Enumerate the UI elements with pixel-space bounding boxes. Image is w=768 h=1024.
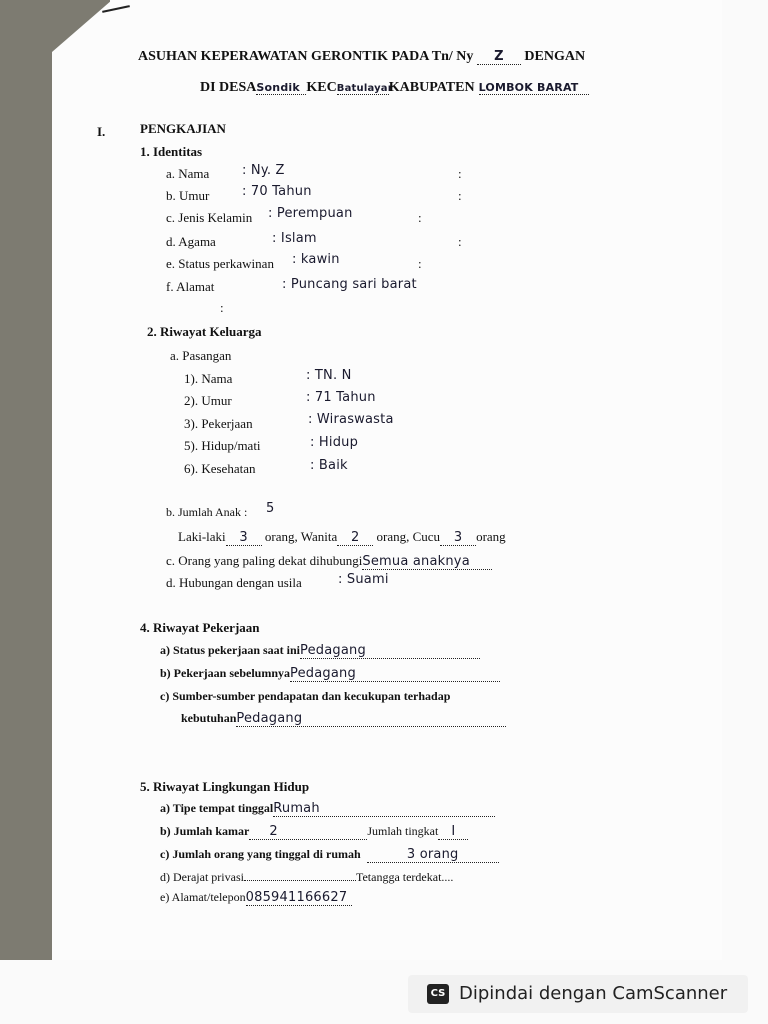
camscanner-logo-icon: CS bbox=[427, 984, 449, 1004]
identitas-value: : Islam bbox=[272, 231, 317, 246]
identitas-value: : Perempuan bbox=[268, 206, 353, 221]
colon: : bbox=[220, 300, 224, 315]
identitas-value: : Ny. Z bbox=[242, 163, 285, 178]
lingkungan-row: e) Alamat/telepon085941166627 bbox=[160, 890, 352, 906]
identitas-value: : Puncang sari barat bbox=[282, 277, 417, 292]
identitas-value: : kawin bbox=[292, 252, 340, 267]
section-title: PENGKAJIAN bbox=[140, 121, 226, 136]
jumlah-anak-value: 5 bbox=[266, 501, 275, 516]
pekerjaan-row: b) Pekerjaan sebelumnyaPedagang bbox=[160, 666, 500, 682]
colon: : bbox=[418, 256, 422, 271]
colon: : bbox=[458, 188, 462, 203]
identitas-value: : 70 Tahun bbox=[242, 184, 312, 199]
pasangan-field-value: : 71 Tahun bbox=[306, 390, 376, 405]
pekerjaan-heading: 4. Riwayat Pekerjaan bbox=[140, 620, 260, 635]
pekerjaan-row: c) Sumber-sumber pendapatan dan kecukupan terhadap bbox=[160, 689, 451, 703]
pasangan-field-label: 6). Kesehatan bbox=[184, 461, 256, 476]
pasangan-label: a. Pasangan bbox=[170, 348, 232, 363]
camscanner-text: Dipindai dengan CamScanner bbox=[459, 983, 728, 1004]
lingkungan-row: c) Jumlah orang yang tinggal di rumah 3 orang bbox=[160, 847, 499, 863]
identitas-heading: 1. Identitas bbox=[140, 144, 203, 159]
pasangan-field-label: 1). Nama bbox=[184, 371, 233, 386]
identitas-label: f. Alamat bbox=[166, 279, 215, 294]
colon: : bbox=[458, 234, 462, 249]
identitas-label: b. Umur bbox=[166, 188, 210, 203]
colon: : bbox=[458, 166, 462, 181]
colon: : bbox=[418, 210, 422, 225]
pasangan-field-value: : Hidup bbox=[310, 435, 359, 450]
anak-breakdown: Laki-laki 3 orang, Wanita 2 orang, Cucu 3 orang bbox=[178, 529, 506, 545]
lingkungan-row: b) Jumlah kamar 2 Jumlah tingkat I bbox=[160, 824, 468, 840]
identitas-label: e. Status perkawinan bbox=[166, 256, 274, 271]
title-line-2: DI DESASondik KECBatulayarKABUPATEN LOMBOK BARAT bbox=[200, 80, 589, 96]
lingkungan-heading: 5. Riwayat Lingkungan Hidup bbox=[140, 779, 310, 794]
keluarga-heading: 2. Riwayat Keluarga bbox=[147, 324, 262, 339]
section-number: I. bbox=[97, 124, 106, 139]
pekerjaan-row: a) Status pekerjaan saat iniPedagang bbox=[160, 643, 480, 659]
title-line-1: ASUHAN KEPERAWATAN GERONTIK PADA Tn/ Ny Z DENGAN bbox=[138, 49, 586, 64]
pasangan-field-label: 3). Pekerjaan bbox=[184, 416, 253, 431]
lingkungan-row: a) Tipe tempat tinggalRumah bbox=[160, 801, 495, 817]
hubungan-label: d. Hubungan dengan usila bbox=[166, 575, 302, 590]
pasangan-field-value: : TN. N bbox=[306, 368, 352, 383]
identitas-label: d. Agama bbox=[166, 234, 216, 249]
lingkungan-row: d) Derajat privasi Tetangga terdekat.... bbox=[160, 870, 454, 884]
pasangan-field-label: 5). Hidup/mati bbox=[184, 438, 261, 453]
identitas-label: a. Nama bbox=[166, 166, 210, 181]
kebutuhan-row: kebutuhanPedagang bbox=[181, 711, 506, 727]
pasangan-field-value: : Baik bbox=[310, 458, 348, 473]
orang-terdekat: c. Orang yang paling dekat dihubungiSemua anaknya bbox=[166, 553, 492, 570]
pasangan-field-label: 2). Umur bbox=[184, 393, 232, 408]
identitas-label: c. Jenis Kelamin bbox=[166, 210, 253, 225]
pasangan-field-value: : Wiraswasta bbox=[308, 412, 394, 427]
jumlah-anak-label: b. Jumlah Anak : bbox=[166, 505, 248, 519]
hubungan-value: : Suami bbox=[338, 572, 389, 587]
